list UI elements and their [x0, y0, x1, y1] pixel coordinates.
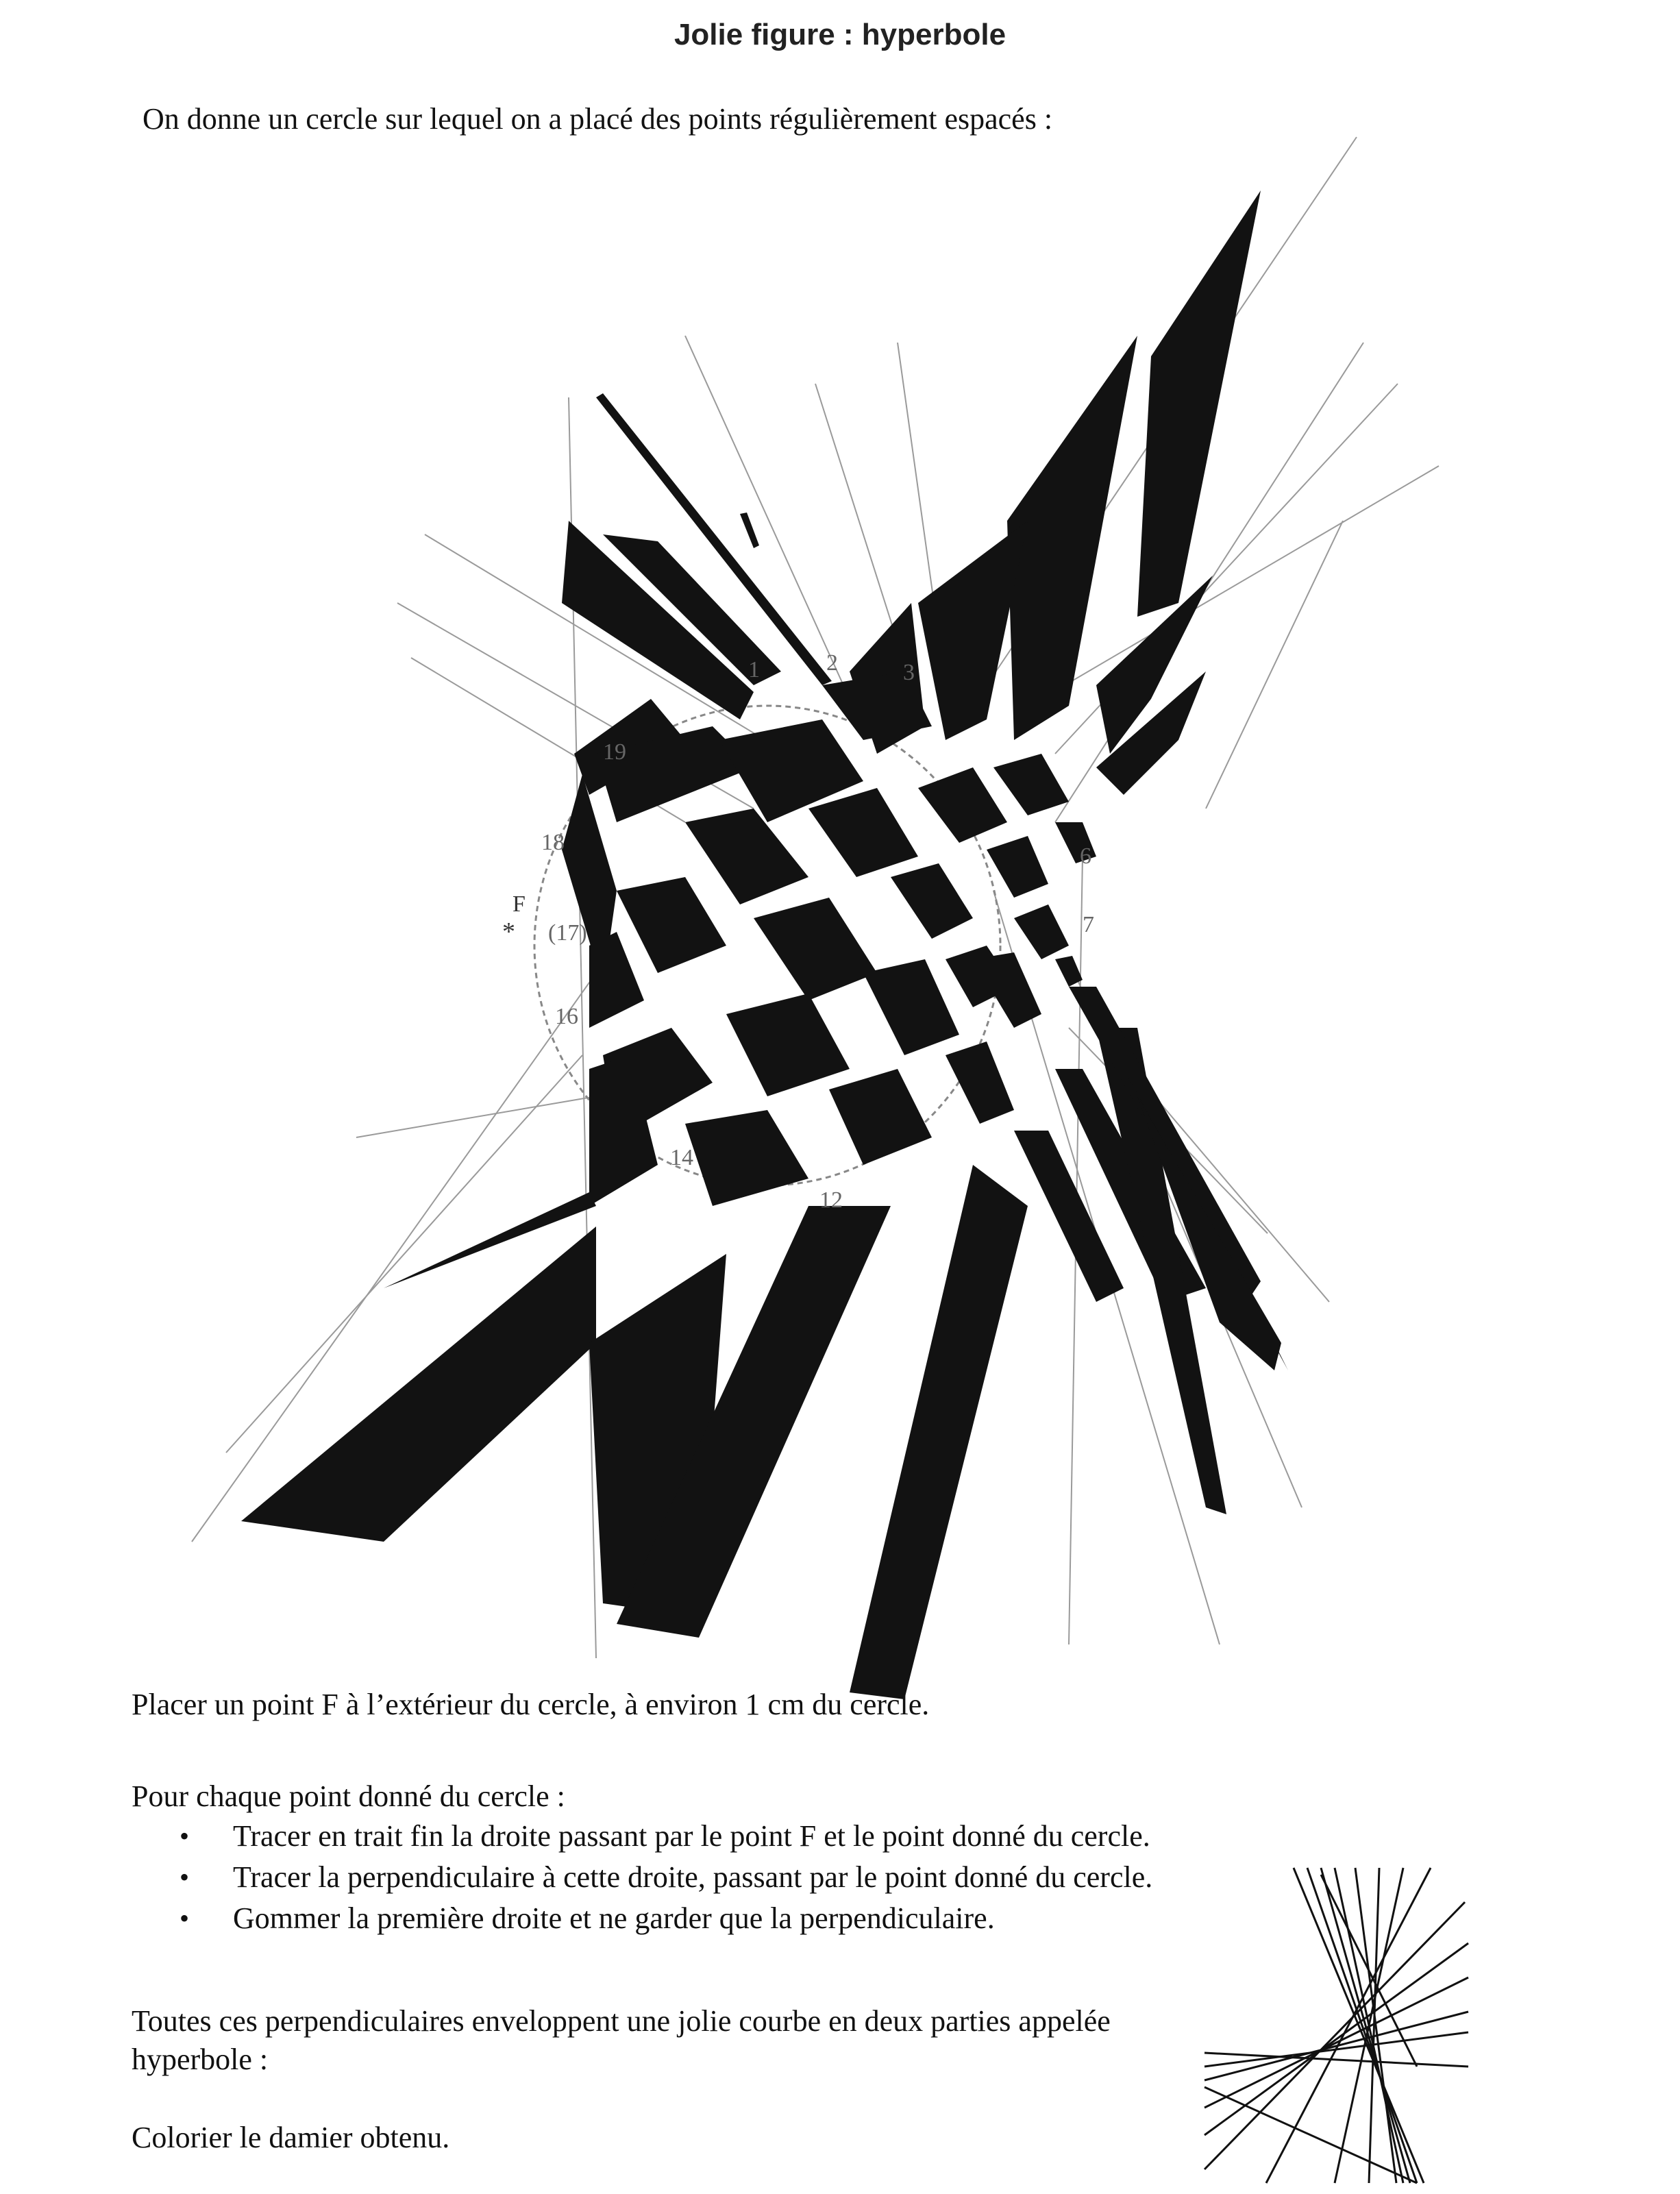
- label-2: 2: [826, 650, 838, 676]
- intro-text: On donne un cercle sur lequel on a placé des points régulièrement espacés :: [143, 102, 1053, 136]
- step-text: Tracer en trait fin la droite passant par le point F et le point donné du cercle.: [233, 1819, 1150, 1853]
- label-6: 6: [1080, 843, 1091, 869]
- instruction-steps: [175, 1816, 1152, 1939]
- instruction-for-each: Pour chaque point donné du cercle :: [132, 1779, 565, 1813]
- bullet-icon: •: [180, 1862, 190, 1893]
- label-1: 1: [748, 657, 760, 682]
- label-7: 7: [1083, 912, 1094, 937]
- bullet-icon: •: [180, 1821, 190, 1851]
- step-text: Gommer la première droite et ne garder que la perpendiculaire.: [233, 1901, 995, 1935]
- instruction-place-point: Placer un point F à l’extérieur du cercle, à environ 1 cm du cercle.: [132, 1688, 930, 1721]
- label-12: 12: [819, 1187, 843, 1213]
- label-17: (17): [548, 920, 587, 946]
- page-title: Jolie figure : hyperbole: [674, 18, 1006, 51]
- step-text: Tracer la perpendiculaire à cette droite, passant par le point donné du cercle.: [233, 1860, 1153, 1894]
- step-item: [175, 1898, 1152, 1939]
- label-18: 18: [541, 830, 565, 855]
- conclusion-text: Toutes ces perpendiculaires enveloppent une jolie courbe en deux parties appelée hyperbole :: [132, 2004, 1111, 2076]
- label-19: 19: [603, 739, 626, 765]
- step-item: [175, 1816, 1152, 1857]
- step-item: [175, 1857, 1152, 1898]
- checkerboard-shapes: [241, 190, 1288, 1699]
- hyperbola-example-image: [1198, 1861, 1472, 2190]
- bullet-icon: •: [180, 1903, 190, 1934]
- label-16: 16: [555, 1004, 578, 1029]
- color-instruction: Colorier le damier obtenu.: [132, 2121, 450, 2154]
- point-f-label: F: [512, 891, 526, 917]
- label-14: 14: [670, 1145, 693, 1170]
- label-3: 3: [903, 660, 915, 685]
- point-f-mark: *: [502, 917, 515, 946]
